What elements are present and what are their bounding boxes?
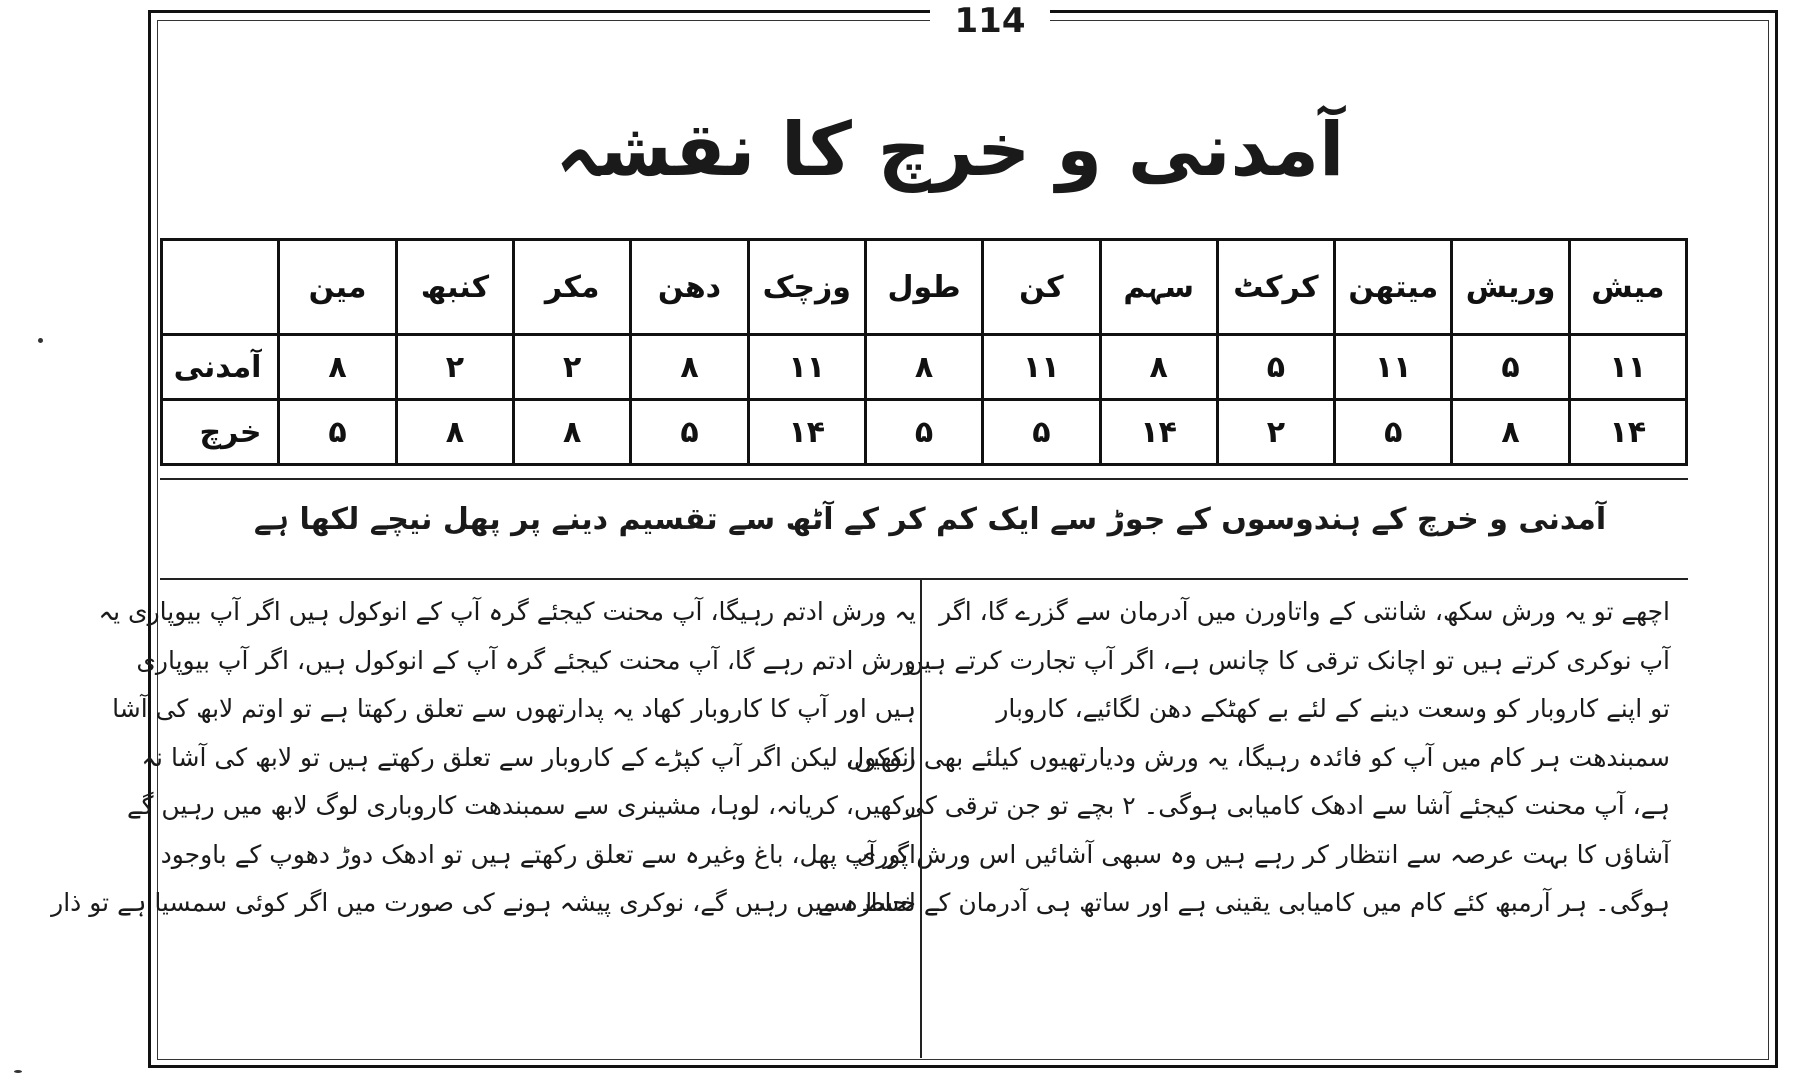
sign-header: وریش	[1452, 240, 1569, 335]
section-divider	[160, 478, 1688, 480]
left-text-column	[51, 588, 916, 1058]
text-line: اچھے تو یہ ورش سکھ، شانتی کے واتاورن میں آدرمان سے گزرے گا، اگر	[939, 597, 1670, 626]
page-title: آمدنی و خرچ کا نقشہ	[555, 107, 1345, 193]
income-cell: ۲	[396, 335, 513, 400]
income-cell: ۸	[631, 335, 748, 400]
text-line: یہ ورش ادتم رہیگا، آپ محنت کیجئے گرہ آپ کے انوکول ہیں اگر آپ بیوپاری یہ	[98, 597, 916, 626]
income-cell: ۱۱	[1569, 335, 1686, 400]
right-text-column	[817, 588, 1670, 1058]
expense-cell: ۱۴	[1569, 400, 1686, 465]
text-line: رکھیں، لیکن اگر آپ کپڑے کے کاروبار سے تعلق رکھتے ہیں تو لابھ کی آشا نہ	[141, 742, 916, 772]
income-label: آمدنی	[162, 335, 279, 400]
expense-cell: ۱۴	[748, 400, 865, 465]
sign-header: سہم	[1100, 240, 1217, 335]
text-line: تو اپنے کاروبار کو وسعت دینے کے لئے بے کھٹکے دھن لگائیے، کاروبار	[996, 694, 1670, 723]
text-line: خسارہ میں رہیں گے، نوکری پیشہ ہونے کی صورت میں اگر کوئی سمسیا ہے تو ذار	[51, 888, 916, 917]
page-number: 114	[930, 0, 1050, 42]
sign-header: مین	[279, 240, 396, 335]
expense-cell: ۵	[279, 400, 396, 465]
expense-cell: ۵	[1335, 400, 1452, 465]
sign-header: میش	[1569, 240, 1686, 335]
text-line: سمبندھت ہر کام میں آپ کو فائدہ رہیگا، یہ ورش ودیارتھیوں کیلئے بھی انوکول	[846, 742, 1670, 772]
scan-speck	[38, 338, 43, 343]
expense-cell: ۵	[865, 400, 982, 465]
text-line: ہوگی۔ ہر آرمبھ کئے کام میں کامیابی یقینی ہے اور ساتھ ہی آدرمان کے لحاظ سے	[817, 888, 1670, 917]
expense-cell: ۱۴	[1100, 400, 1217, 465]
expense-row	[162, 400, 1687, 465]
income-cell: ۸	[279, 335, 396, 400]
sign-header: مکر	[514, 240, 631, 335]
scan-speck	[14, 1070, 22, 1073]
expense-label: خرچ	[162, 400, 279, 465]
income-cell: ۲	[514, 335, 631, 400]
expense-cell: ۸	[396, 400, 513, 465]
expense-cell: ۲	[1217, 400, 1334, 465]
text-line: رکھیں، کریانہ، لوہا، مشینری سے سمبندھت کاروباری لوگ لابھ میں رہیں گے	[126, 791, 916, 820]
income-cell: ۱۱	[1335, 335, 1452, 400]
sign-header: دھن	[631, 240, 748, 335]
income-cell: ۵	[1452, 335, 1569, 400]
expense-cell: ۵	[983, 400, 1100, 465]
income-cell: ۸	[865, 335, 982, 400]
income-row	[162, 335, 1687, 400]
expense-cell: ۸	[1452, 400, 1569, 465]
income-cell: ۸	[1100, 335, 1217, 400]
sign-header: میتھن	[1335, 240, 1452, 335]
section-divider	[160, 578, 1688, 580]
sign-header: کنبھ	[396, 240, 513, 335]
text-line: اگر آپ پھل، باغ وغیرہ سے تعلق رکھتے ہیں تو ادھک دوڑ دھوپ کے باوجود	[160, 839, 916, 869]
expense-cell: ۸	[514, 400, 631, 465]
sign-header: طول	[865, 240, 982, 335]
income-cell: ۵	[1217, 335, 1334, 400]
expense-cell: ۵	[631, 400, 748, 465]
text-line: آشاؤں کا بہت عرصہ سے انتظار کر رہے ہیں وہ سبھی آشائیں اس ورش پوری	[856, 839, 1670, 869]
table-header-row	[162, 240, 1687, 335]
text-line: ورش ادتم رہے گا، آپ محنت کیجئے گرہ آپ کے انوکول ہیں، اگر آپ بیوپاری	[136, 645, 916, 675]
text-line: ہے، آپ محنت کیجئے آشا سے ادھک کامیابی ہوگی۔ ۲ بچے تو جن ترقی کی	[904, 791, 1670, 820]
income-cell: ۱۱	[983, 335, 1100, 400]
sign-header: کن	[983, 240, 1100, 335]
column-divider	[920, 580, 922, 1058]
text-line: آپ نوکری کرتے ہیں تو اچانک ترقی کا چانس ہے، اگر آپ تجارت کرتے ہیں	[905, 645, 1670, 675]
label-header-empty	[162, 240, 279, 335]
income-cell: ۱۱	[748, 335, 865, 400]
sign-header: وزچک	[748, 240, 865, 335]
income-expense-table	[160, 238, 1688, 466]
sign-header: کرکٹ	[1217, 240, 1334, 335]
section-heading: آمدنی و خرچ کے ہندوسوں کے جوڑ سے ایک کم کر کے آٹھ سے تقسیم دینے پر پھل نیچے لکھا ہے	[253, 502, 1607, 537]
text-line: ہیں اور آپ کا کاروبار کھاد یہ پدارتھوں سے تعلق رکھتا ہے تو اوتم لابھ کی آشا	[112, 694, 916, 723]
